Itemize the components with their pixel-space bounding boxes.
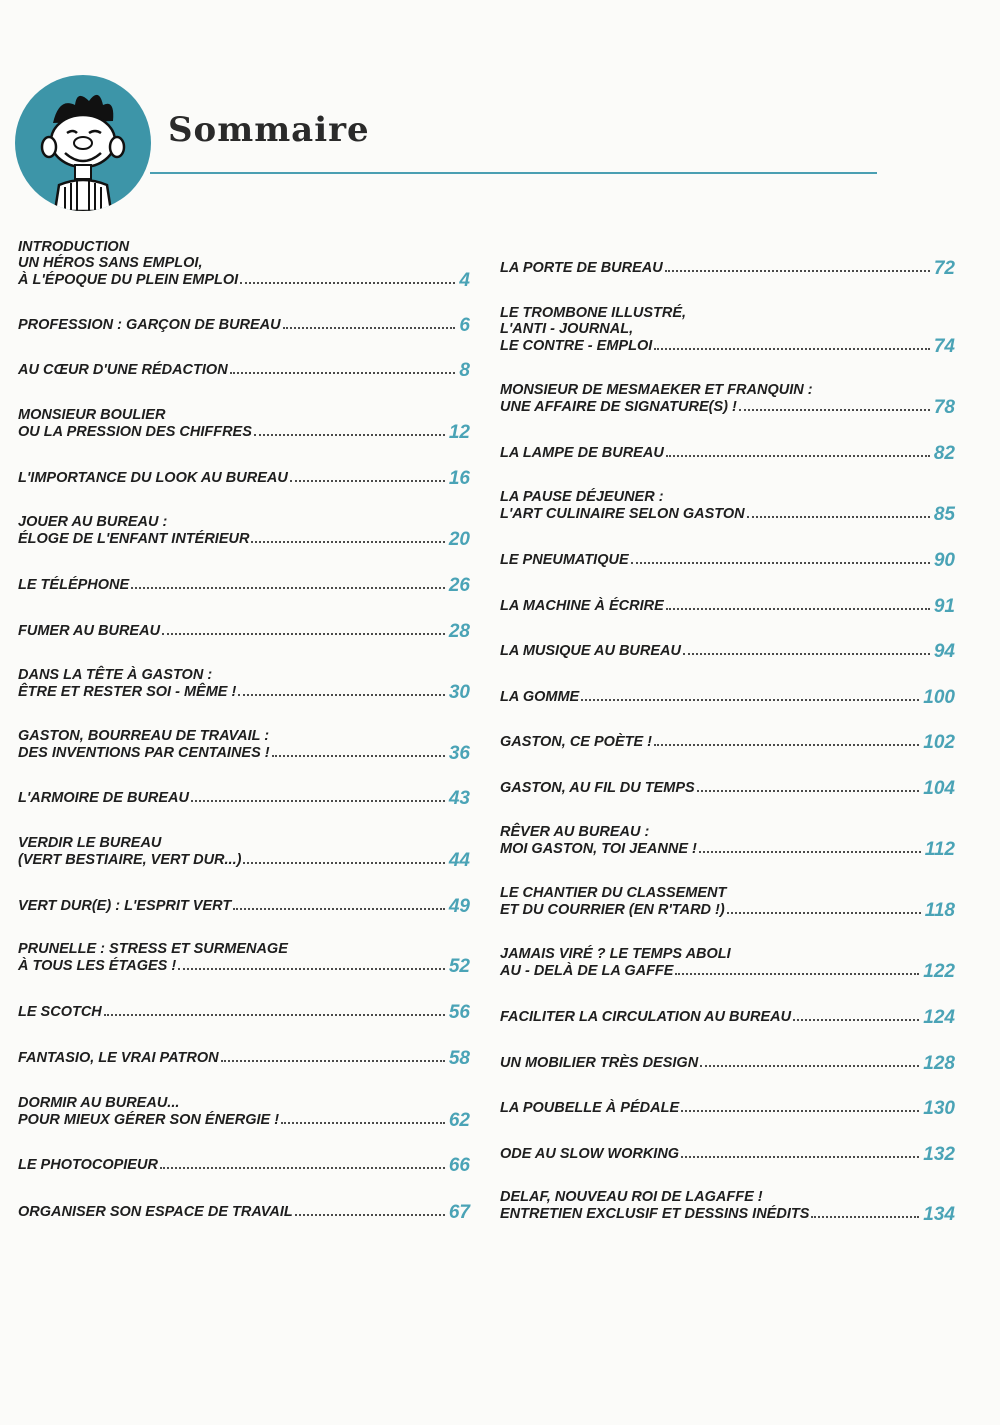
toc-entry-title-line: UN MOBILIER TRÈS DESIGN	[500, 1055, 699, 1071]
dot-leader	[230, 372, 456, 374]
toc-entry[interactable]	[500, 305, 955, 357]
toc-page-number: 58	[448, 1048, 470, 1069]
toc-entry[interactable]	[18, 1095, 470, 1131]
toc-entry-title-line: LE PHOTOCOPIEUR	[18, 1157, 158, 1173]
toc-entry-title-line: ENTRETIEN EXCLUSIF ET DESSINS INÉDITS	[500, 1206, 810, 1222]
toc-entry-title-line: À TOUS LES ÉTAGES !	[18, 958, 177, 974]
toc-page-number: 43	[448, 788, 470, 809]
toc-entry[interactable]	[18, 575, 470, 596]
toc-entry-title-line: LA GOMME	[500, 689, 580, 705]
toc-entry-title-line: FUMER AU BUREAU	[18, 623, 161, 639]
toc-page-number: 20	[448, 529, 470, 550]
dot-leader	[131, 587, 445, 589]
toc-entry-title-line: JOUER AU BUREAU :	[18, 514, 168, 530]
toc-entry-title-line: (VERT BESTIAIRE, VERT DUR...)	[18, 852, 242, 868]
toc-page-number: 94	[933, 641, 955, 662]
toc-page-number: 124	[923, 1007, 955, 1028]
toc-entry-title-line: UNE AFFAIRE DE SIGNATURE(S) !	[500, 399, 737, 415]
toc-entry-title-line: GASTON, BOURREAU DE TRAVAIL :	[18, 728, 270, 744]
dot-leader	[793, 1019, 919, 1021]
toc-entry-title-line: PRUNELLE : STRESS ET SURMENAGE	[18, 941, 288, 957]
toc-entry-title-line: MONSIEUR BOULIER	[18, 407, 166, 423]
toc-entry-title-line: LE CHANTIER DU CLASSEMENT	[500, 885, 727, 901]
toc-entry[interactable]	[18, 1048, 470, 1069]
toc-entry[interactable]	[18, 514, 470, 550]
toc-entry-title-line: VERT DUR(E) : L'ESPRIT VERT	[18, 898, 232, 914]
toc-entry-title-line: LE CONTRE - EMPLOI	[500, 338, 653, 354]
toc-entry[interactable]	[500, 489, 955, 525]
dot-leader	[666, 455, 930, 457]
page-title: Sommaire	[168, 110, 370, 150]
gaston-portrait-icon	[15, 75, 151, 211]
toc-page-number: 90	[933, 550, 955, 571]
page-header	[0, 0, 1000, 220]
toc-entry[interactable]	[500, 641, 955, 662]
toc-entry[interactable]	[18, 896, 470, 917]
toc-page-number: 74	[933, 336, 955, 357]
dot-leader	[683, 653, 930, 655]
toc-entry[interactable]	[500, 1053, 955, 1074]
dot-leader	[104, 1014, 445, 1016]
toc-entry-title-line: DANS LA TÊTE À GASTON :	[18, 667, 213, 683]
toc-entry[interactable]	[500, 732, 955, 753]
toc-page-number: 91	[933, 596, 955, 617]
toc-page-number: 6	[459, 315, 470, 336]
toc-page-number: 100	[923, 687, 955, 708]
toc-entry[interactable]	[18, 315, 470, 336]
toc-entry[interactable]	[500, 824, 955, 860]
dot-leader	[697, 790, 920, 792]
dot-leader	[654, 348, 930, 350]
dot-leader	[700, 1065, 919, 1067]
toc-entry-title-line: UN HÉROS SANS EMPLOI,	[18, 255, 203, 271]
dot-leader	[811, 1216, 919, 1218]
toc-entry-title-line: LA MACHINE À ÉCRIRE	[500, 598, 664, 614]
toc-entry-title-line: LA POUBELLE À PÉDALE	[500, 1100, 680, 1116]
toc-entry[interactable]	[18, 1002, 470, 1023]
toc-page-number: 85	[933, 504, 955, 525]
dot-leader	[281, 1122, 445, 1124]
toc-page-number: 66	[448, 1155, 470, 1176]
toc-entry-title-line: MONSIEUR DE MESMAEKER ET FRANQUIN :	[500, 382, 813, 398]
toc-page-number: 56	[448, 1002, 470, 1023]
toc-entry[interactable]	[500, 946, 955, 982]
toc-entry-title-line: GASTON, AU FIL DU TEMPS	[500, 780, 695, 796]
toc-entry-title-line: LA PORTE DE BUREAU	[500, 260, 663, 276]
dot-leader	[233, 908, 445, 910]
toc-entry[interactable]	[500, 687, 955, 708]
toc-entry-title-line: FANTASIO, LE VRAI PATRON	[18, 1050, 219, 1066]
toc-entry[interactable]	[18, 407, 470, 443]
toc-page-number: 112	[924, 839, 955, 860]
dot-leader	[272, 755, 445, 757]
toc-entry[interactable]	[500, 1189, 955, 1225]
toc-entry[interactable]	[18, 835, 470, 871]
toc-page-number: 128	[923, 1053, 955, 1074]
toc-entry[interactable]	[18, 788, 470, 809]
toc-entry-title-line: ÉLOGE DE L'ENFANT INTÉRIEUR	[18, 531, 250, 547]
dot-leader	[191, 800, 445, 802]
toc-entry[interactable]	[18, 1155, 470, 1176]
toc-entry[interactable]	[18, 360, 470, 381]
toc-entry-title-line: DELAF, NOUVEAU ROI DE LAGAFFE !	[500, 1189, 763, 1205]
toc-entry-title-line: LE SCOTCH	[18, 1004, 102, 1020]
toc-page-number: 12	[448, 422, 470, 443]
toc-entry[interactable]	[500, 443, 955, 464]
toc-entry-title-line: FACILITER LA CIRCULATION AU BUREAU	[500, 1009, 792, 1025]
dot-leader	[251, 541, 444, 543]
dot-leader	[162, 633, 445, 635]
toc-page-number: 52	[448, 956, 470, 977]
toc-page-number: 16	[448, 468, 470, 489]
toc-entry-title-line: GASTON, CE POÈTE !	[500, 734, 653, 750]
toc-entry[interactable]	[500, 382, 955, 418]
toc-page-number: 49	[448, 896, 470, 917]
toc-page-number: 122	[923, 961, 955, 982]
toc-entry-title-line: L'ANTI - JOURNAL,	[500, 321, 634, 337]
toc-entry-title-line: ÊTRE ET RESTER SOI - MÊME !	[18, 684, 237, 700]
toc-entry[interactable]	[500, 1007, 955, 1028]
toc-page-number: 44	[448, 850, 470, 871]
dot-leader	[254, 434, 445, 436]
toc-entry[interactable]	[18, 239, 470, 291]
toc-entry-title-line: DES INVENTIONS PAR CENTAINES !	[18, 745, 270, 761]
toc-entry-title-line: LA PAUSE DÉJEUNER :	[500, 489, 664, 505]
toc-page-number: 36	[448, 743, 470, 764]
toc-page-number: 26	[448, 575, 470, 596]
toc-page-number: 4	[459, 270, 470, 291]
toc-page-number: 62	[448, 1110, 470, 1131]
toc-entry-title-line: ODE AU SLOW WORKING	[500, 1146, 680, 1162]
toc-entry-title-line: LA MUSIQUE AU BUREAU	[500, 643, 681, 659]
toc-entry[interactable]	[18, 667, 470, 703]
toc-page-number: 72	[933, 258, 955, 279]
toc-entry[interactable]	[18, 1202, 470, 1223]
toc-entry[interactable]	[18, 728, 470, 764]
toc-page-number: 130	[923, 1098, 955, 1119]
dot-leader	[243, 862, 444, 864]
toc-entry-title-line: PROFESSION : GARÇON DE BUREAU	[18, 317, 281, 333]
dot-leader	[654, 744, 919, 746]
toc-page-number: 82	[933, 443, 955, 464]
dot-leader	[581, 699, 919, 701]
toc-entry-title-line: AU CŒUR D'UNE RÉDACTION	[18, 362, 228, 378]
dot-leader	[631, 562, 930, 564]
toc-entry[interactable]	[18, 468, 470, 489]
toc-page-number: 30	[448, 682, 470, 703]
dot-leader	[675, 973, 919, 975]
toc-page-number: 102	[923, 732, 955, 753]
dot-leader	[699, 851, 921, 853]
dot-leader	[160, 1167, 445, 1169]
dot-leader	[747, 516, 930, 518]
dot-leader	[290, 480, 445, 482]
toc-page-number: 28	[448, 621, 470, 642]
toc-page-number: 67	[448, 1202, 470, 1223]
dot-leader	[283, 327, 456, 329]
toc-entry-title-line: LA LAMPE DE BUREAU	[500, 445, 664, 461]
toc-entry[interactable]	[500, 258, 955, 279]
dot-leader	[240, 282, 455, 284]
toc-entry-title-line: JAMAIS VIRÉ ? LE TEMPS ABOLI	[500, 946, 731, 962]
toc-entry[interactable]	[18, 621, 470, 642]
toc-entry-title-line: À L'ÉPOQUE DU PLEIN EMPLOI	[18, 272, 239, 288]
toc-page-number: 132	[923, 1144, 955, 1165]
title-underline	[150, 172, 877, 174]
toc-entry-title-line: AU - DELÀ DE LA GAFFE	[500, 963, 674, 979]
toc-entry-title-line: INTRODUCTION	[18, 239, 130, 255]
dot-leader	[238, 694, 445, 696]
toc-entry[interactable]	[18, 941, 470, 977]
toc-entry-title-line: VERDIR LE BUREAU	[18, 835, 162, 851]
toc-entry-title-line: LE TROMBONE ILLUSTRÉ,	[500, 305, 687, 321]
toc-page-number: 104	[923, 778, 955, 799]
toc-entry[interactable]	[500, 550, 955, 571]
dot-leader	[295, 1214, 445, 1216]
dot-leader	[681, 1156, 919, 1158]
toc-entry-title-line: MOI GASTON, TOI JEANNE !	[500, 841, 697, 857]
toc-page-number: 8	[459, 360, 470, 381]
toc-page-number: 118	[924, 900, 955, 921]
toc-page-number: 134	[923, 1204, 955, 1225]
dot-leader	[681, 1110, 919, 1112]
toc-entry-title-line: RÊVER AU BUREAU :	[500, 824, 650, 840]
toc-entry[interactable]	[500, 596, 955, 617]
dot-leader	[665, 270, 930, 272]
toc-entry[interactable]	[500, 1098, 955, 1119]
toc-entry-title-line: LE PNEUMATIQUE	[500, 552, 629, 568]
toc-entry-title-line: L'IMPORTANCE DU LOOK AU BUREAU	[18, 470, 288, 486]
toc-page-number: 78	[933, 397, 955, 418]
toc-entry-title-line: POUR MIEUX GÉRER SON ÉNERGIE !	[18, 1112, 280, 1128]
dot-leader	[178, 968, 445, 970]
toc-entry-title-line: L'ART CULINAIRE SELON GASTON	[500, 506, 745, 522]
toc-entry-title-line: LE TÉLÉPHONE	[18, 577, 130, 593]
dot-leader	[221, 1060, 445, 1062]
toc-entry[interactable]	[500, 885, 955, 921]
toc-entry-title-line: ET DU COURRIER (EN R'TARD !)	[500, 902, 725, 918]
toc-entry-title-line: L'ARMOIRE DE BUREAU	[18, 790, 190, 806]
toc-entry[interactable]	[500, 1144, 955, 1165]
dot-leader	[666, 608, 930, 610]
dot-leader	[739, 409, 930, 411]
toc-entry-title-line: ORGANISER SON ESPACE DE TRAVAIL	[18, 1204, 293, 1220]
toc-entry-title-line: DORMIR AU BUREAU...	[18, 1095, 180, 1111]
toc-entry-title-line: OU LA PRESSION DES CHIFFRES	[18, 424, 252, 440]
dot-leader	[727, 912, 921, 914]
toc-entry[interactable]	[500, 778, 955, 799]
